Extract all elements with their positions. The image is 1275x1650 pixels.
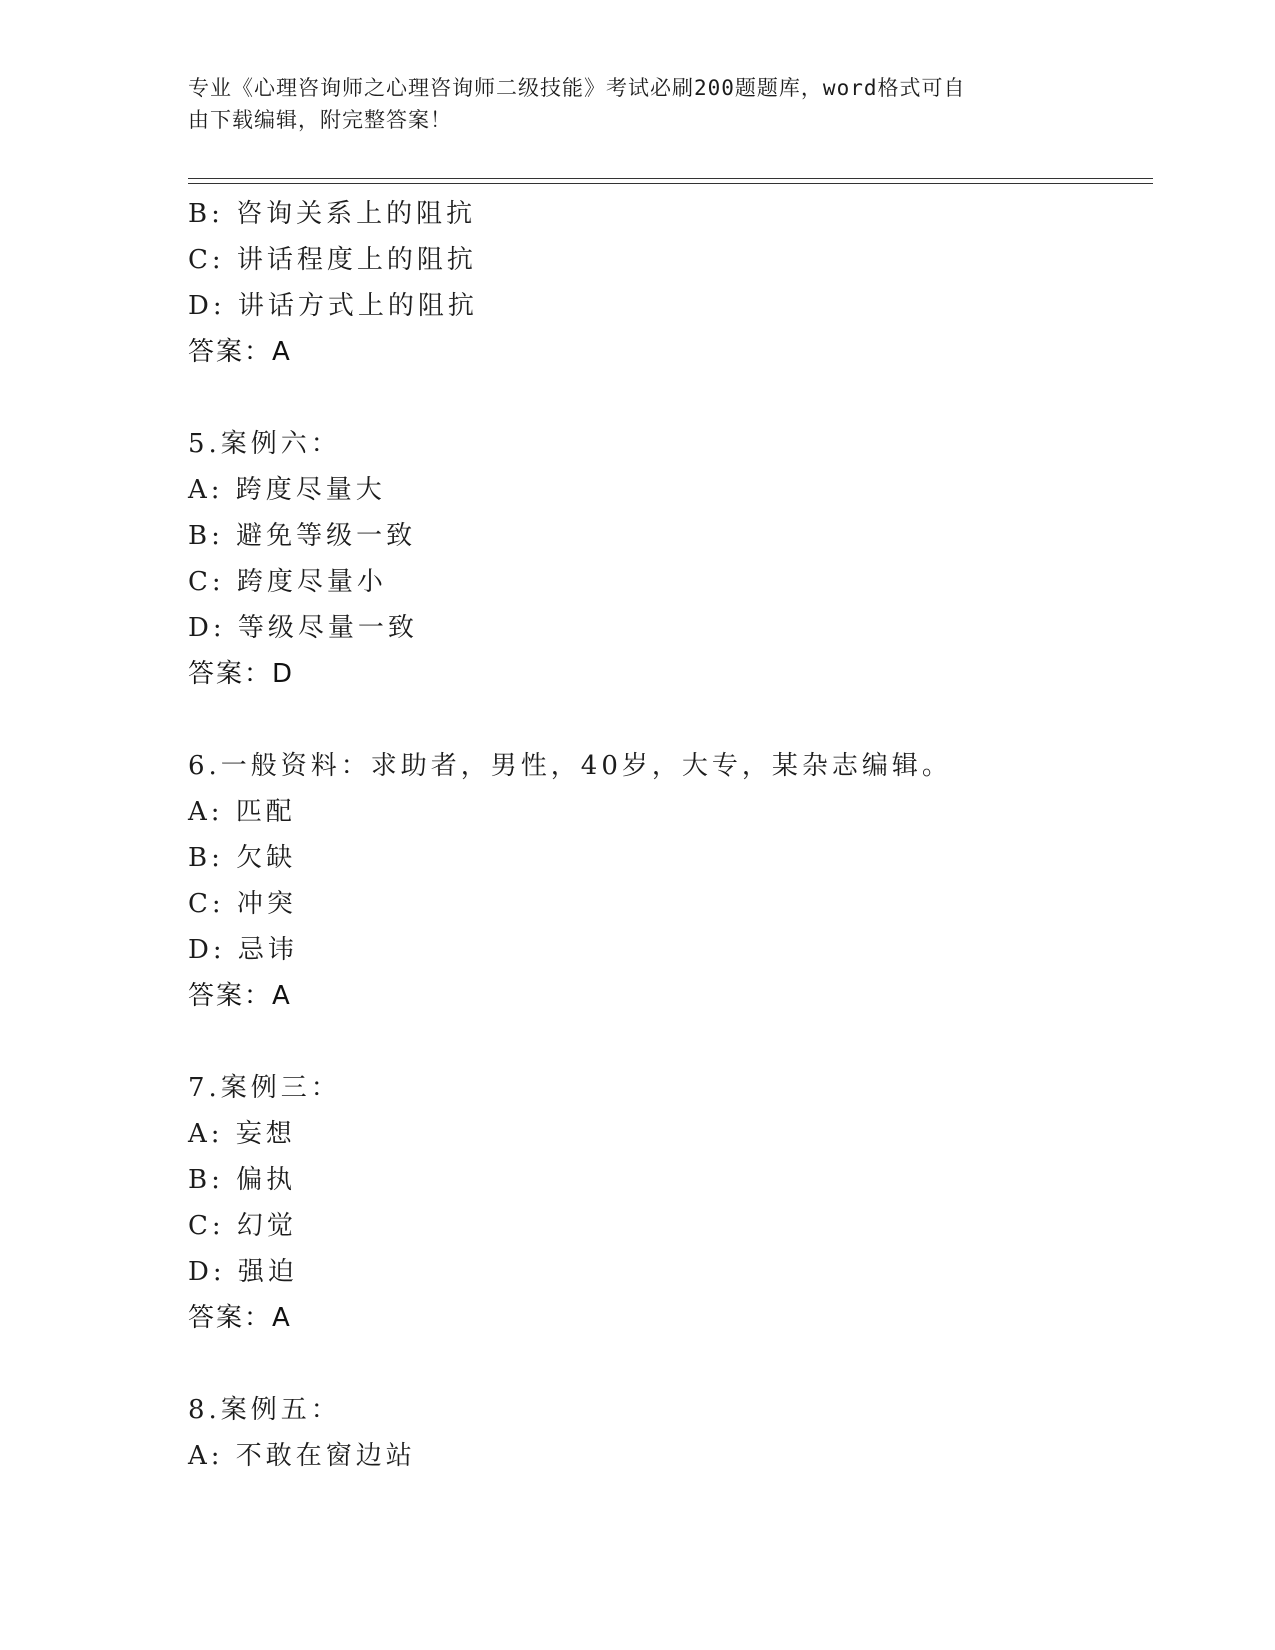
header-divider-top — [188, 178, 1153, 179]
question-list — [188, 191, 1148, 1479]
question-title: 7.案例三： — [188, 1073, 341, 1103]
option-d: D: 强迫 — [188, 1257, 298, 1287]
option-d: D: 忌讳 — [188, 935, 298, 965]
question-5 — [188, 421, 1148, 697]
option-c: C: 讲话程度上的阻抗 — [188, 245, 477, 275]
option-a: A: 跨度尽量大 — [188, 475, 386, 505]
spacer — [188, 375, 1148, 421]
header-divider-bottom — [188, 183, 1153, 184]
spacer — [188, 1341, 1148, 1387]
answer-line: 答案：A — [188, 981, 292, 1011]
header-line-1: 专业《心理咨询师之心理咨询师二级技能》考试必刷200题题库，word格式可自 — [188, 76, 966, 100]
header-line-2: 由下载编辑，附完整答案！ — [188, 108, 452, 132]
question-6 — [188, 743, 1148, 1019]
question-title: 6.一般资料：求助者，男性，40岁，大专，某杂志编辑。 — [188, 751, 952, 781]
option-d: D: 讲话方式上的阻抗 — [188, 291, 478, 321]
option-b: B: 避免等级一致 — [188, 521, 417, 551]
option-a: A: 不敢在窗边站 — [188, 1441, 416, 1471]
document-header — [188, 72, 1088, 136]
question-7 — [188, 1065, 1148, 1341]
option-b: B: 欠缺 — [188, 843, 297, 873]
option-d: D: 等级尽量一致 — [188, 613, 418, 643]
answer-line: 答案：A — [188, 1303, 292, 1333]
question-8 — [188, 1387, 1148, 1479]
option-c: C: 幻觉 — [188, 1211, 297, 1241]
option-b: B: 偏执 — [188, 1165, 297, 1195]
question-title: 5.案例六： — [188, 429, 341, 459]
option-a: A: 匹配 — [188, 797, 296, 827]
option-b: B: 咨询关系上的阻抗 — [188, 199, 477, 229]
answer-line: 答案：D — [188, 659, 295, 689]
option-c: C: 冲突 — [188, 889, 297, 919]
question-title: 8.案例五： — [188, 1395, 341, 1425]
spacer — [188, 697, 1148, 743]
question-partial — [188, 191, 1148, 375]
spacer — [188, 1019, 1148, 1065]
answer-line: 答案：A — [188, 337, 292, 367]
option-c: C: 跨度尽量小 — [188, 567, 387, 597]
option-a: A: 妄想 — [188, 1119, 296, 1149]
